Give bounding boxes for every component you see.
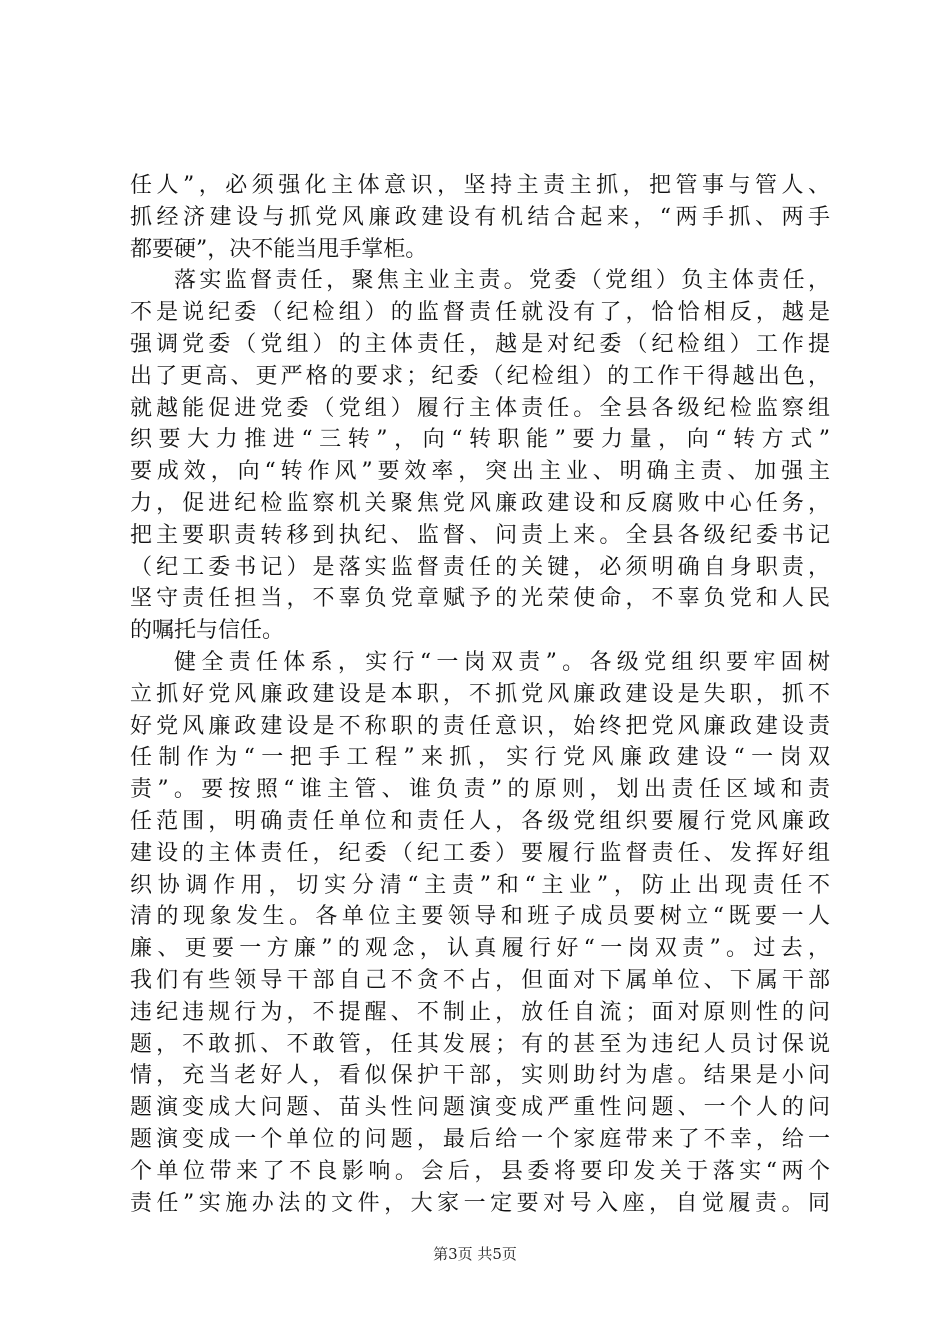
text-line: 任范围，明确责任单位和责任人，各级党组织要履行党风廉政	[130, 808, 830, 834]
text-line: 廉、更要一方廉”的观念，认真履行好“一岗双责”。过去，	[130, 936, 830, 962]
text-line: （纪工委书记）是落实监督责任的关键，必须明确自身职责，	[130, 554, 830, 580]
text-line: 责任”实施办法的文件，大家一定要对号入座，自觉履责。同	[130, 1190, 830, 1216]
text-line: 我们有些领导干部自己不贪不占，但面对下属单位、下属干部	[130, 967, 830, 993]
text-line: 把主要职责转移到执纪、监督、问责上来。全县各级纪委书记	[130, 522, 830, 548]
text-line: 任制作为“一把手工程”来抓，实行党风廉政建设“一岗双	[130, 745, 830, 771]
text-line: 好党风廉政建设是不称职的责任意识，始终把党风廉政建设责	[130, 713, 830, 739]
text-line: 就越能促进党委（党组）履行主体责任。全县各级纪检监察组	[130, 395, 830, 421]
text-line: 责”。要按照“谁主管、谁负责”的原则，划出责任区域和责	[130, 777, 830, 803]
text-line: 清的现象发生。各单位主要领导和班子成员要树立“既要一人	[130, 904, 830, 930]
text-line: 力，促进纪检监察机关聚焦党风廉政建设和反腐败中心任务，	[130, 490, 830, 516]
text-line: 坚守责任担当，不辜负党章赋予的光荣使命，不辜负党和人民	[130, 586, 830, 612]
page-number-footer: 第3页 共5页	[433, 1245, 517, 1263]
text-line: 题，不敢抓、不敢管，任其发展；有的甚至为违纪人员讨保说	[130, 1031, 830, 1057]
text-line: 个单位带来了不良影响。会后，县委将要印发关于落实“两个	[130, 1158, 830, 1184]
text-line: 任人”，必须强化主体意识，坚持主责主抓，把管事与管人、	[130, 173, 830, 198]
text-line: 情，充当老好人，看似保护干部，实则助纣为虐。结果是小问	[130, 1063, 830, 1089]
text-line: 题演变成大问题、苗头性问题演变成严重性问题、一个人的问	[130, 1095, 830, 1121]
text-line: 要成效，向“转作风”要效率，突出主业、明确主责、加强主	[130, 459, 830, 485]
paragraph-start-line: 落实监督责任，聚焦主业主责。党委（党组）负主体责任，	[174, 268, 830, 294]
text-line: 违纪违规行为，不提醒、不制止，放任自流；面对原则性的问	[130, 999, 830, 1025]
text-line: 不是说纪委（纪检组）的监督责任就没有了，恰恰相反，越是	[130, 300, 830, 326]
text-line: 抓经济建设与抓党风廉政建设有机结合起来，“两手抓、两手	[130, 204, 830, 230]
text-line: 织协调作用，切实分清“主责”和“主业”，防止出现责任不	[130, 872, 830, 898]
text-line: 题演变成一个单位的问题，最后给一个家庭带来了不幸，给一	[130, 1126, 830, 1152]
text-line: 织要大力推进“三转”，向“转职能”要力量，向“转方式”	[130, 427, 830, 453]
text-line: 强调党委（党组）的主体责任，越是对纪委（纪检组）工作提	[130, 331, 830, 357]
body-text	[130, 170, 830, 1219]
text-line: 的嘱托与信任。	[130, 618, 285, 644]
text-line: 立抓好党风廉政建设是本职，不抓党风廉政建设是失职，抓不	[130, 681, 830, 707]
text-line: 都要硬”，决不能当甩手掌柜。	[130, 236, 428, 262]
paragraph-start-line: 健全责任体系，实行“一岗双责”。各级党组织要牢固树	[174, 649, 830, 675]
text-line: 出了更高、更严格的要求；纪委（纪检组）的工作干得越出色，	[130, 363, 830, 389]
text-line: 建设的主体责任，纪委（纪工委）要履行监督责任、发挥好组	[130, 840, 830, 866]
